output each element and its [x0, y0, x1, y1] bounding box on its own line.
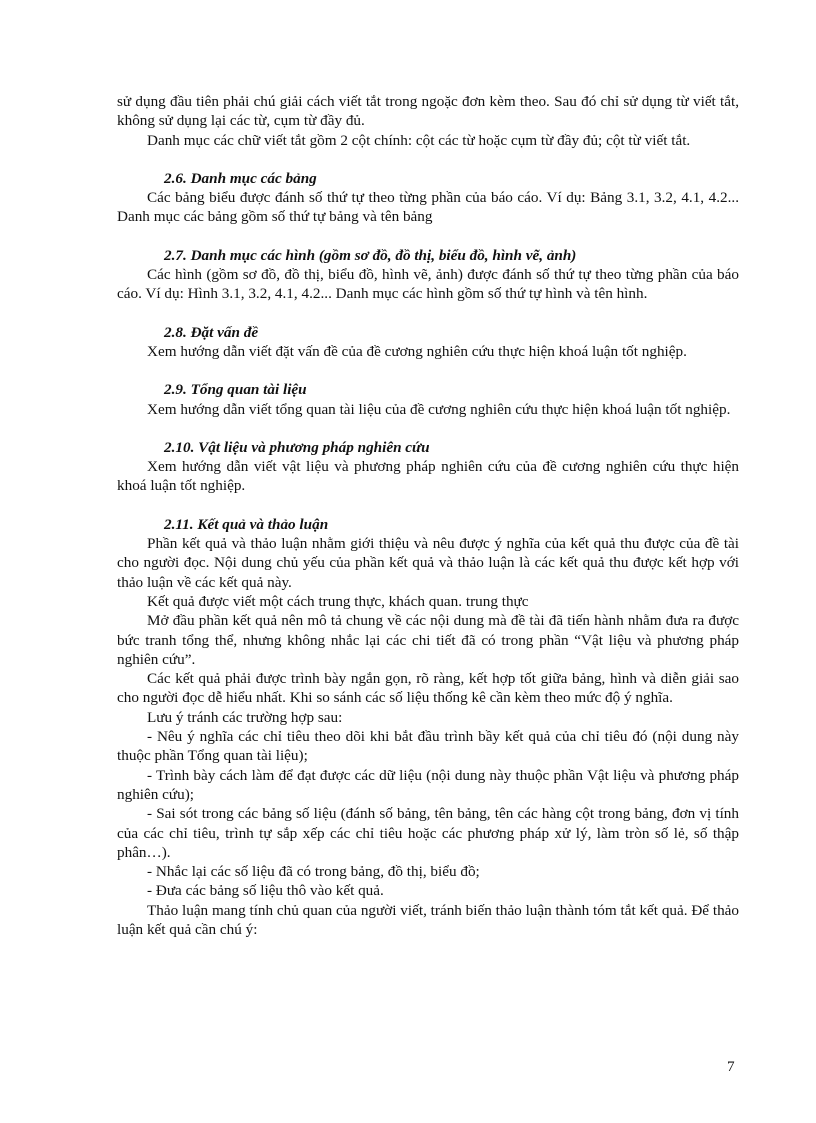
- section-heading: 2.10. Vật liệu và phương pháp nghiên cứu: [164, 438, 430, 456]
- section-heading: 2.8. Đặt vấn đề: [164, 323, 259, 341]
- paragraph: Các kết quả phải được trình bày ngắn gọn, rõ ràng, kết hợp tốt giữa bảng, hình và diễn giải sao cho người đọc dễ hiểu nhất. Khi so sánh các số liệu thống kê cần kèm theo mức độ ý nghĩa.: [117, 670, 739, 707]
- paragraph: Phần kết quả và thảo luận nhằm giới thiệu và nêu được ý nghĩa của kết quả thu được của đề tài cho người đọc. Nội dung chủ yếu của phần kết quả và thảo luận là các kết quả thu được kết hợp với thảo luận về các kết quả này.: [117, 535, 739, 591]
- paragraph: Kết quả được viết một cách trung thực, khách quan. trung thực: [147, 592, 529, 610]
- section-heading: 2.7. Danh mục các hình (gồm sơ đồ, đồ thị, biểu đồ, hình vẽ, ảnh): [164, 246, 577, 264]
- paragraph: Xem hướng dẫn viết đặt vấn đề của đề cương nghiên cứu thực hiện khoá luận tốt nghiệp.: [147, 342, 687, 360]
- section-heading: 2.11. Kết quả và thảo luận: [164, 515, 329, 533]
- list-item: - Nêu ý nghĩa các chỉ tiêu theo dõi khi bắt đầu trình bầy kết quả của chỉ tiêu đó (nội dung này thuộc phần Tổng quan tài liệu);: [117, 728, 739, 765]
- paragraph: Xem hướng dẫn viết vật liệu và phương pháp nghiên cứu của đề cương nghiên cứu thực hiện khoá luận tốt nghiệp.: [117, 458, 739, 495]
- list-item: - Sai sót trong các bảng số liệu (đánh số bảng, tên bảng, tên các hàng cột trong bảng, đơn vị tính của các chỉ tiêu, trình tự sắp xếp các chỉ tiêu hoặc các phương pháp xử lý, làm tròn số lẻ, số thập phân…).: [117, 805, 739, 861]
- list-item: - Trình bày cách làm để đạt được các dữ liệu (nội dung này thuộc phần Vật liệu và phương pháp nghiên cứu);: [117, 766, 739, 803]
- paragraph: Xem hướng dẫn viết tổng quan tài liệu của đề cương nghiên cứu thực hiện khoá luận tốt nghiệp.: [147, 400, 731, 418]
- paragraph: Các hình (gồm sơ đồ, đồ thị, biểu đồ, hình vẽ, ảnh) được đánh số thứ tự theo từng phần của báo cáo. Ví dụ: Hình 3.1, 3.2, 4.1, 4.2... Danh mục các hình gồm số thứ tự hình và tên hình.: [117, 266, 739, 303]
- page-number: 7: [727, 1058, 735, 1075]
- paragraph: Lưu ý tránh các trường hợp sau:: [147, 708, 343, 726]
- paragraph: Thảo luận mang tính chủ quan của người viết, tránh biến thảo luận thành tóm tắt kết quả. Để thảo luận kết quả cần chú ý:: [117, 901, 739, 938]
- page-body: [117, 92, 739, 939]
- paragraph: Mở đầu phần kết quả nên mô tả chung về các nội dung mà đề tài đã tiến hành nhằm đưa ra được bức tranh tổng thể, nhưng không nhắc lại các chi tiết đã có trong phần “Vật liệu và phương pháp nghiên cứu”.: [117, 612, 739, 668]
- list-item: - Nhắc lại các số liệu đã có trong bảng, đồ thị, biểu đồ;: [147, 863, 480, 881]
- paragraph: Các bảng biểu được đánh số thứ tự theo từng phần của báo cáo. Ví dụ: Bảng 3.1, 3.2, 4.1, 4.2... Danh mục các bảng gồm số thứ tự bảng và tên bảng: [117, 189, 739, 226]
- paragraph: Danh mục các chữ viết tắt gồm 2 cột chính: cột các từ hoặc cụm từ đầy đủ; cột từ viết tắt.: [147, 131, 691, 149]
- section-heading: 2.6. Danh mục các bảng: [164, 169, 317, 187]
- paragraph: sử dụng đầu tiên phải chú giải cách viết tắt trong ngoặc đơn kèm theo. Sau đó chỉ sử dụng từ viết tắt, không sử dụng lại các từ, cụm từ đầy đủ.: [117, 93, 739, 130]
- section-heading: 2.9. Tổng quan tài liệu: [164, 381, 307, 399]
- list-item: - Đưa các bảng số liệu thô vào kết quả.: [147, 882, 384, 900]
